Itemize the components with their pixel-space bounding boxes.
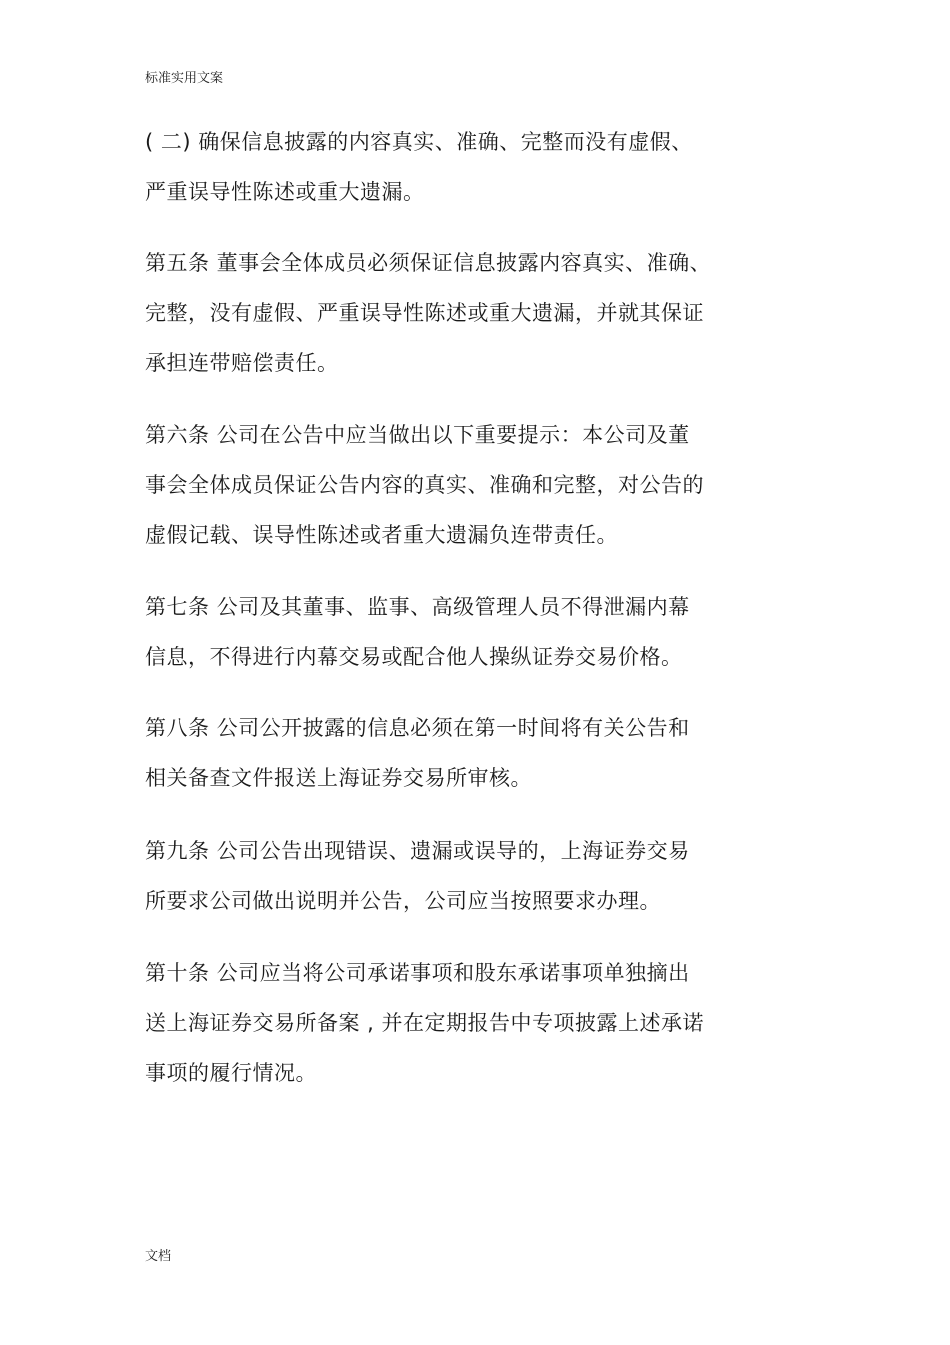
page-header: 标准实用文案: [145, 71, 224, 86]
paragraph-article-6: [145, 410, 704, 560]
paragraph-article-5: [145, 238, 711, 388]
text-line: 第五条 董事会全体成员必须保证信息披露内容真实、准确、: [145, 251, 712, 275]
text-line: 承担连带赔偿责任。: [145, 351, 339, 375]
page-footer: 文档: [145, 1249, 172, 1264]
text-line: 虚假记载、误导性陈述或者重大遗漏负连带责任。: [145, 523, 618, 547]
paragraph-item-2-clause: [145, 117, 693, 217]
paragraph-article-10: [145, 948, 704, 1098]
text-line: 第七条 公司及其董事、监事、高级管理人员不得泄漏内幕: [145, 595, 690, 619]
text-line: 信息，不得进行内幕交易或配合他人操纵证券交易价格。: [145, 645, 683, 669]
text-line: 第十条 公司应当将公司承诺事项和股东承诺事项单独摘出: [145, 961, 690, 985]
text-line: 事项的履行情况。: [145, 1061, 317, 1085]
paragraph-article-9: [145, 826, 690, 926]
text-line: ( 二) 确保信息披露的内容真实、准确、完整而没有虚假、: [145, 130, 693, 154]
text-line: 完整，没有虚假、严重误导性陈述或重大遗漏，并就其保证: [145, 301, 704, 325]
paragraph-article-7: [145, 582, 690, 682]
paragraph-article-8: [145, 703, 690, 803]
text-line: 事会全体成员保证公告内容的真实、准确和完整，对公告的: [145, 473, 704, 497]
text-line: 相关备查文件报送上海证券交易所审核。: [145, 766, 532, 790]
text-line: 严重误导性陈述或重大遗漏。: [145, 180, 425, 204]
text-line: 第九条 公司公告出现错误、遗漏或误导的，上海证券交易: [145, 839, 690, 863]
text-line: 所要求公司做出说明并公告，公司应当按照要求办理。: [145, 889, 661, 913]
text-line: 第八条 公司公开披露的信息必须在第一时间将有关公告和: [145, 716, 690, 740]
text-line: 送上海证券交易所备案 , 并在定期报告中专项披露上述承诺: [145, 1011, 705, 1035]
text-line: 第六条 公司在公告中应当做出以下重要提示：本公司及董: [145, 423, 690, 447]
